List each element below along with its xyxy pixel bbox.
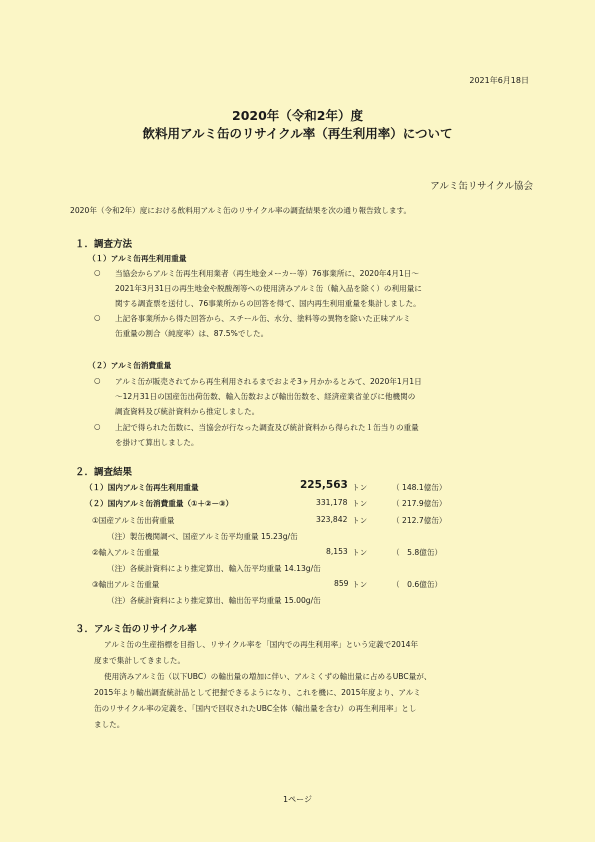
result-row-unit: トン	[352, 580, 368, 589]
section-1-sub-1-heading: （１）アルミ缶再生利用重量	[88, 254, 187, 263]
section-1-sub-2-heading: （２）アルミ缶消費重量	[88, 361, 172, 370]
section-3-line: 缶のリサイクル率の定義を、「国内で回収されたUBC全体（輸出量を含む）の再生利用率」とし	[94, 704, 417, 713]
bullet-line: 缶重量の割合（純度率）は、87.5%でした。	[115, 329, 269, 338]
section-3-line: 使用済みアルミ缶（以下UBC）の輸出量の増加に伴い、アルミくずの輸出量に占めるUBC量が、	[104, 672, 432, 681]
result-row-unit: トン	[352, 499, 368, 508]
section-3-heading: ３．アルミ缶のリサイクル率	[75, 624, 197, 635]
bullet-line: 当協会からアルミ缶再生利用業者（再生地金メーカー等）76事業所に、2020年4月1日～	[115, 269, 419, 278]
bullet-line: 2021年3月31日の再生地金や脱酸剤等への使用済みアルミ缶（輸入品を除く）の利用量に	[115, 284, 422, 293]
result-row-label: ②輸入アルミ缶重量	[92, 548, 160, 557]
section-2-heading: ２．調査結果	[75, 467, 133, 478]
result-row-label: ③輸出アルミ缶重量	[92, 580, 160, 589]
result-row-note: （ 217.9億缶）	[392, 499, 447, 508]
result-row-note: （ 212.7億缶）	[392, 516, 447, 525]
result-row-note-line: （注）各統計資料により推定算出、輸入缶平均重量 14.13g/缶	[107, 564, 321, 573]
result-row-label: （１）国内アルミ缶再生利用重量	[85, 483, 199, 492]
section-3-line: 2015年より輸出調査統計品として把握できるようになり、これを機に、2015年度より、アルミ	[94, 688, 421, 697]
bullet-line: ～12月31日の国産缶出荷缶数、輸入缶数および輸出缶数を、経済産業省並びに他機関の	[115, 392, 416, 401]
result-row-label: （２）国内アルミ缶消費重量（①＋②－③）	[85, 499, 234, 508]
bullet-line: アルミ缶が販売されてから再生利用されるまでおよそ3ヶ月かかるとみて、2020年1月1日	[115, 377, 422, 386]
bullet-mark: ○	[94, 313, 101, 322]
result-row-value: 8,153	[326, 547, 348, 556]
result-row-value: 225,563	[300, 479, 348, 491]
title-line-1: 2020年（令和2年）度	[232, 108, 363, 123]
intro-paragraph: 2020年（令和2年）度における飲料用アルミ缶のリサイクル率の調査結果を次の通り報告致します。	[70, 206, 412, 215]
result-row-note-line: （注）各統計資料により推定算出、輸出缶平均重量 15.00g/缶	[107, 596, 321, 605]
bullet-mark: ○	[94, 376, 101, 385]
title-line-2: 飲料用アルミ缶のリサイクル率（再生利用率）について	[142, 126, 453, 141]
result-row-note: （ 0.6億缶）	[392, 580, 443, 589]
result-row-note: （ 148.1億缶）	[392, 483, 447, 492]
document-date: 2021年6月18日	[469, 76, 529, 85]
result-row-label: ①国産アルミ缶出荷重量	[92, 516, 175, 525]
result-row-note-line: （注）製缶機関調べ、国産アルミ缶平均重量 15.23g/缶	[107, 532, 298, 541]
result-row-note: （ 5.8億缶）	[392, 548, 443, 557]
section-3-line: 度まで集計してきました。	[94, 656, 186, 665]
result-row-value: 323,842	[316, 515, 348, 524]
bullet-line: 上記で得られた缶数に、当協会が行なった調査及び統計資料から得られた１缶当りの重量	[115, 423, 419, 432]
section-1-heading: １．調査方法	[75, 239, 133, 250]
bullet-mark: ○	[94, 268, 101, 277]
result-row-unit: トン	[352, 483, 368, 492]
section-3-line: ました。	[94, 720, 125, 729]
bullet-line: を掛けて算出しました。	[115, 438, 199, 447]
result-row-unit: トン	[352, 516, 368, 525]
bullet-line: 上記各事業所から得た回答から、スチール缶、水分、塗料等の異物を除いた正味アルミ	[115, 314, 411, 323]
result-row-unit: トン	[352, 548, 368, 557]
section-3-line: アルミ缶の生産指標を目指し、リサイクル率を「国内での再生利用率」という定義で2014年	[104, 640, 419, 649]
bullet-mark: ○	[94, 422, 101, 431]
organization-name: アルミ缶リサイクル協会	[430, 181, 533, 192]
bullet-line: 調査資料及び統計資料から推定しました。	[115, 407, 260, 416]
page-number: 1ページ	[283, 795, 312, 804]
result-row-value: 859	[334, 579, 349, 588]
result-row-value: 331,178	[316, 498, 348, 507]
bullet-line: 関する調査票を送付し、76事業所からの回答を得て、国内再生利用重量を集計しました。	[115, 299, 421, 308]
